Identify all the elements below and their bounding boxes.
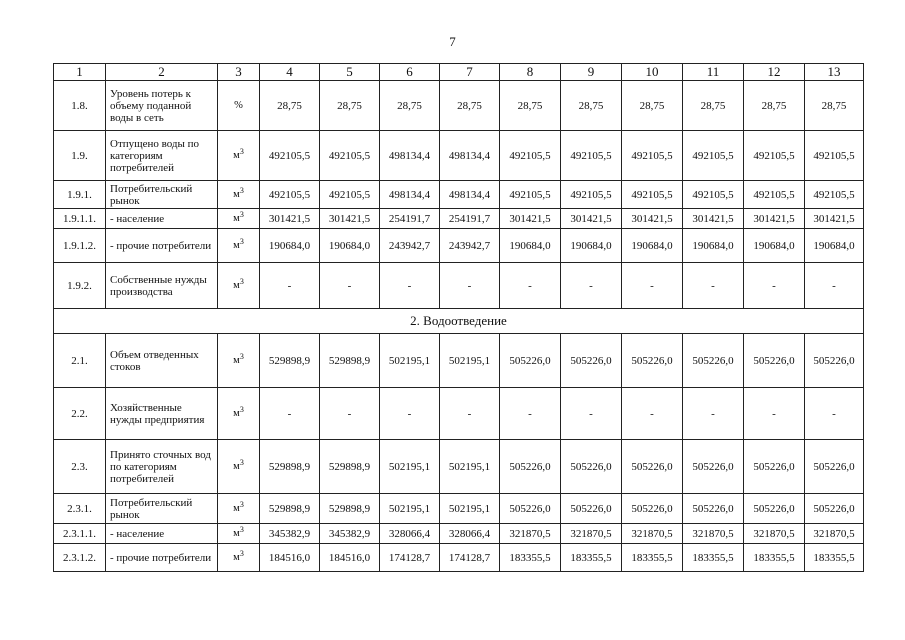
- value-cell: 529898,9: [260, 440, 320, 494]
- row-code: 2.2.: [54, 388, 106, 440]
- value-cell: -: [500, 263, 561, 309]
- value-cell: 183355,5: [561, 544, 622, 572]
- value-cell: -: [320, 388, 380, 440]
- value-cell: 492105,5: [320, 181, 380, 209]
- value-cell: 301421,5: [683, 209, 744, 229]
- value-cell: -: [440, 388, 500, 440]
- value-cell: 301421,5: [260, 209, 320, 229]
- column-number-header: 8: [500, 64, 561, 81]
- value-cell: 492105,5: [500, 131, 561, 181]
- row-name: Потребительский рынок: [106, 181, 218, 209]
- table-row: [54, 131, 864, 181]
- value-cell: 184516,0: [320, 544, 380, 572]
- row-code: 2.3.1.2.: [54, 544, 106, 572]
- value-cell: 243942,7: [380, 229, 440, 263]
- value-cell: 321870,5: [683, 524, 744, 544]
- value-cell: 505226,0: [500, 494, 561, 524]
- value-cell: -: [744, 263, 805, 309]
- column-number-header: 10: [622, 64, 683, 81]
- row-code: 1.9.1.: [54, 181, 106, 209]
- column-number-header: 13: [805, 64, 864, 81]
- value-cell: 28,75: [744, 81, 805, 131]
- row-code: 1.9.: [54, 131, 106, 181]
- value-cell: -: [320, 263, 380, 309]
- column-number-header: 2: [106, 64, 218, 81]
- table-row: [54, 524, 864, 544]
- value-cell: 502195,1: [440, 494, 500, 524]
- unit-superscript: 3: [239, 549, 244, 558]
- row-unit: [218, 494, 260, 524]
- value-cell: 505226,0: [744, 440, 805, 494]
- column-number-header: 6: [380, 64, 440, 81]
- value-cell: 492105,5: [320, 131, 380, 181]
- row-unit: [218, 334, 260, 388]
- unit-base: м: [233, 503, 240, 514]
- unit-base: м: [233, 461, 240, 472]
- value-cell: 184516,0: [260, 544, 320, 572]
- value-cell: 301421,5: [320, 209, 380, 229]
- unit-base: м: [233, 213, 240, 224]
- value-cell: 505226,0: [622, 440, 683, 494]
- unit-base: м: [233, 355, 240, 366]
- table-row: [54, 388, 864, 440]
- value-cell: 505226,0: [622, 494, 683, 524]
- value-cell: -: [622, 388, 683, 440]
- value-cell: 502195,1: [440, 440, 500, 494]
- value-cell: 183355,5: [805, 544, 864, 572]
- table-row: [54, 229, 864, 263]
- row-name: Отпущено воды по категориям потребителей: [106, 131, 218, 181]
- row-unit: [218, 440, 260, 494]
- value-cell: 28,75: [683, 81, 744, 131]
- value-cell: 28,75: [500, 81, 561, 131]
- value-cell: 505226,0: [622, 334, 683, 388]
- value-cell: 190684,0: [805, 229, 864, 263]
- unit-superscript: 3: [239, 458, 244, 467]
- value-cell: 498134,4: [440, 181, 500, 209]
- unit-base: м: [233, 408, 240, 419]
- row-unit: [218, 388, 260, 440]
- value-cell: 321870,5: [805, 524, 864, 544]
- row-code: 2.3.1.: [54, 494, 106, 524]
- unit-base: м: [233, 240, 240, 251]
- unit-superscript: 3: [239, 277, 244, 286]
- value-cell: 190684,0: [622, 229, 683, 263]
- unit-superscript: 3: [239, 405, 244, 414]
- unit-superscript: 3: [239, 147, 244, 156]
- value-cell: 243942,7: [440, 229, 500, 263]
- row-name: - прочие потребители: [106, 544, 218, 572]
- section-title: 2. Водоотведение: [54, 309, 864, 334]
- value-cell: 492105,5: [622, 131, 683, 181]
- value-cell: 321870,5: [561, 524, 622, 544]
- row-unit: [218, 209, 260, 229]
- value-cell: -: [260, 388, 320, 440]
- value-cell: 190684,0: [500, 229, 561, 263]
- value-cell: 492105,5: [260, 181, 320, 209]
- row-code: 2.3.1.1.: [54, 524, 106, 544]
- value-cell: -: [380, 263, 440, 309]
- value-cell: 492105,5: [683, 181, 744, 209]
- value-cell: 505226,0: [683, 440, 744, 494]
- value-cell: 505226,0: [561, 440, 622, 494]
- value-cell: 328066,4: [440, 524, 500, 544]
- value-cell: 492105,5: [683, 131, 744, 181]
- value-cell: 321870,5: [500, 524, 561, 544]
- value-cell: 492105,5: [622, 181, 683, 209]
- value-cell: 28,75: [561, 81, 622, 131]
- page-number: 7: [449, 34, 456, 49]
- unit-base: м: [233, 528, 240, 539]
- column-number-header: 11: [683, 64, 744, 81]
- value-cell: 498134,4: [380, 181, 440, 209]
- value-cell: -: [683, 263, 744, 309]
- value-cell: 321870,5: [744, 524, 805, 544]
- value-cell: 505226,0: [805, 440, 864, 494]
- table-row: [54, 263, 864, 309]
- value-cell: 492105,5: [744, 181, 805, 209]
- value-cell: -: [380, 388, 440, 440]
- value-cell: 301421,5: [744, 209, 805, 229]
- row-code: 1.9.1.1.: [54, 209, 106, 229]
- value-cell: 28,75: [260, 81, 320, 131]
- value-cell: 502195,1: [380, 494, 440, 524]
- unit-superscript: 3: [239, 237, 244, 246]
- value-cell: 301421,5: [805, 209, 864, 229]
- row-name: - население: [106, 209, 218, 229]
- row-unit: [218, 181, 260, 209]
- row-unit: [218, 544, 260, 572]
- unit-base: м: [233, 189, 240, 200]
- unit-superscript: 3: [239, 186, 244, 195]
- header-row: [54, 64, 864, 81]
- row-unit: [218, 229, 260, 263]
- table-row: [54, 440, 864, 494]
- row-name: Принято сточных вод по категориям потребителей: [106, 440, 218, 494]
- unit-superscript: 3: [239, 500, 244, 509]
- value-cell: 492105,5: [744, 131, 805, 181]
- value-cell: 174128,7: [380, 544, 440, 572]
- value-cell: 183355,5: [500, 544, 561, 572]
- value-cell: 529898,9: [320, 334, 380, 388]
- column-number-header: 4: [260, 64, 320, 81]
- value-cell: 492105,5: [561, 131, 622, 181]
- value-cell: -: [561, 263, 622, 309]
- column-number-header: 7: [440, 64, 500, 81]
- value-cell: 502195,1: [440, 334, 500, 388]
- value-cell: 505226,0: [683, 494, 744, 524]
- table-row: [54, 81, 864, 131]
- value-cell: 505226,0: [561, 494, 622, 524]
- unit-base: м: [233, 150, 240, 161]
- table-row: [54, 544, 864, 572]
- value-cell: 174128,7: [440, 544, 500, 572]
- value-cell: 505226,0: [744, 494, 805, 524]
- unit-base: м: [233, 552, 240, 563]
- value-cell: -: [683, 388, 744, 440]
- value-cell: 190684,0: [320, 229, 380, 263]
- value-cell: -: [440, 263, 500, 309]
- value-cell: 505226,0: [683, 334, 744, 388]
- row-unit: [218, 131, 260, 181]
- column-number-header: 3: [218, 64, 260, 81]
- column-number-header: 5: [320, 64, 380, 81]
- value-cell: 492105,5: [805, 181, 864, 209]
- row-name: Потребительский рынок: [106, 494, 218, 524]
- value-cell: 254191,7: [440, 209, 500, 229]
- value-cell: 28,75: [440, 81, 500, 131]
- value-cell: 345382,9: [320, 524, 380, 544]
- value-cell: 529898,9: [260, 494, 320, 524]
- value-cell: 321870,5: [622, 524, 683, 544]
- column-number-header: 9: [561, 64, 622, 81]
- value-cell: 183355,5: [622, 544, 683, 572]
- column-number-header: 1: [54, 64, 106, 81]
- value-cell: 492105,5: [805, 131, 864, 181]
- value-cell: 498134,4: [440, 131, 500, 181]
- table-row: [54, 181, 864, 209]
- value-cell: 529898,9: [320, 494, 380, 524]
- value-cell: 28,75: [805, 81, 864, 131]
- row-code: 2.3.: [54, 440, 106, 494]
- value-cell: 301421,5: [622, 209, 683, 229]
- value-cell: -: [805, 263, 864, 309]
- value-cell: 254191,7: [380, 209, 440, 229]
- value-cell: 502195,1: [380, 440, 440, 494]
- value-cell: 328066,4: [380, 524, 440, 544]
- table-row: [54, 209, 864, 229]
- row-name: - прочие потребители: [106, 229, 218, 263]
- row-name: Собственные нужды производства: [106, 263, 218, 309]
- value-cell: 28,75: [622, 81, 683, 131]
- row-code: 1.9.2.: [54, 263, 106, 309]
- value-cell: 498134,4: [380, 131, 440, 181]
- value-cell: 301421,5: [500, 209, 561, 229]
- row-name: Хозяйственные нужды предприятия: [106, 388, 218, 440]
- value-cell: 28,75: [380, 81, 440, 131]
- value-cell: -: [744, 388, 805, 440]
- column-number-header: 12: [744, 64, 805, 81]
- row-unit: [218, 263, 260, 309]
- value-cell: 190684,0: [260, 229, 320, 263]
- unit-superscript: 3: [239, 210, 244, 219]
- value-cell: 190684,0: [561, 229, 622, 263]
- table-row: [54, 334, 864, 388]
- value-cell: 301421,5: [561, 209, 622, 229]
- value-cell: 190684,0: [683, 229, 744, 263]
- row-code: 2.1.: [54, 334, 106, 388]
- row-name: Объем отведенных стоков: [106, 334, 218, 388]
- row-unit: [218, 524, 260, 544]
- value-cell: 28,75: [320, 81, 380, 131]
- table-row: [54, 494, 864, 524]
- unit-superscript: 3: [239, 525, 244, 534]
- value-cell: 345382,9: [260, 524, 320, 544]
- row-code: 1.8.: [54, 81, 106, 131]
- value-cell: 505226,0: [805, 494, 864, 524]
- value-cell: 492105,5: [500, 181, 561, 209]
- value-cell: 190684,0: [744, 229, 805, 263]
- unit-superscript: 3: [239, 352, 244, 361]
- section-row: [54, 309, 864, 334]
- value-cell: -: [260, 263, 320, 309]
- data-table: [53, 63, 864, 572]
- value-cell: 183355,5: [744, 544, 805, 572]
- value-cell: 183355,5: [683, 544, 744, 572]
- row-name: Уровень потерь к объему поданной воды в сеть: [106, 81, 218, 131]
- value-cell: 529898,9: [320, 440, 380, 494]
- value-cell: 502195,1: [380, 334, 440, 388]
- value-cell: -: [561, 388, 622, 440]
- unit-base: м: [233, 280, 240, 291]
- value-cell: 529898,9: [260, 334, 320, 388]
- value-cell: 505226,0: [805, 334, 864, 388]
- value-cell: 505226,0: [500, 334, 561, 388]
- value-cell: -: [500, 388, 561, 440]
- value-cell: 492105,5: [260, 131, 320, 181]
- value-cell: 505226,0: [744, 334, 805, 388]
- value-cell: 505226,0: [561, 334, 622, 388]
- unit-base: %: [234, 100, 243, 111]
- value-cell: 492105,5: [561, 181, 622, 209]
- row-unit: [218, 81, 260, 131]
- value-cell: 505226,0: [500, 440, 561, 494]
- row-code: 1.9.1.2.: [54, 229, 106, 263]
- value-cell: -: [805, 388, 864, 440]
- value-cell: -: [622, 263, 683, 309]
- row-name: - население: [106, 524, 218, 544]
